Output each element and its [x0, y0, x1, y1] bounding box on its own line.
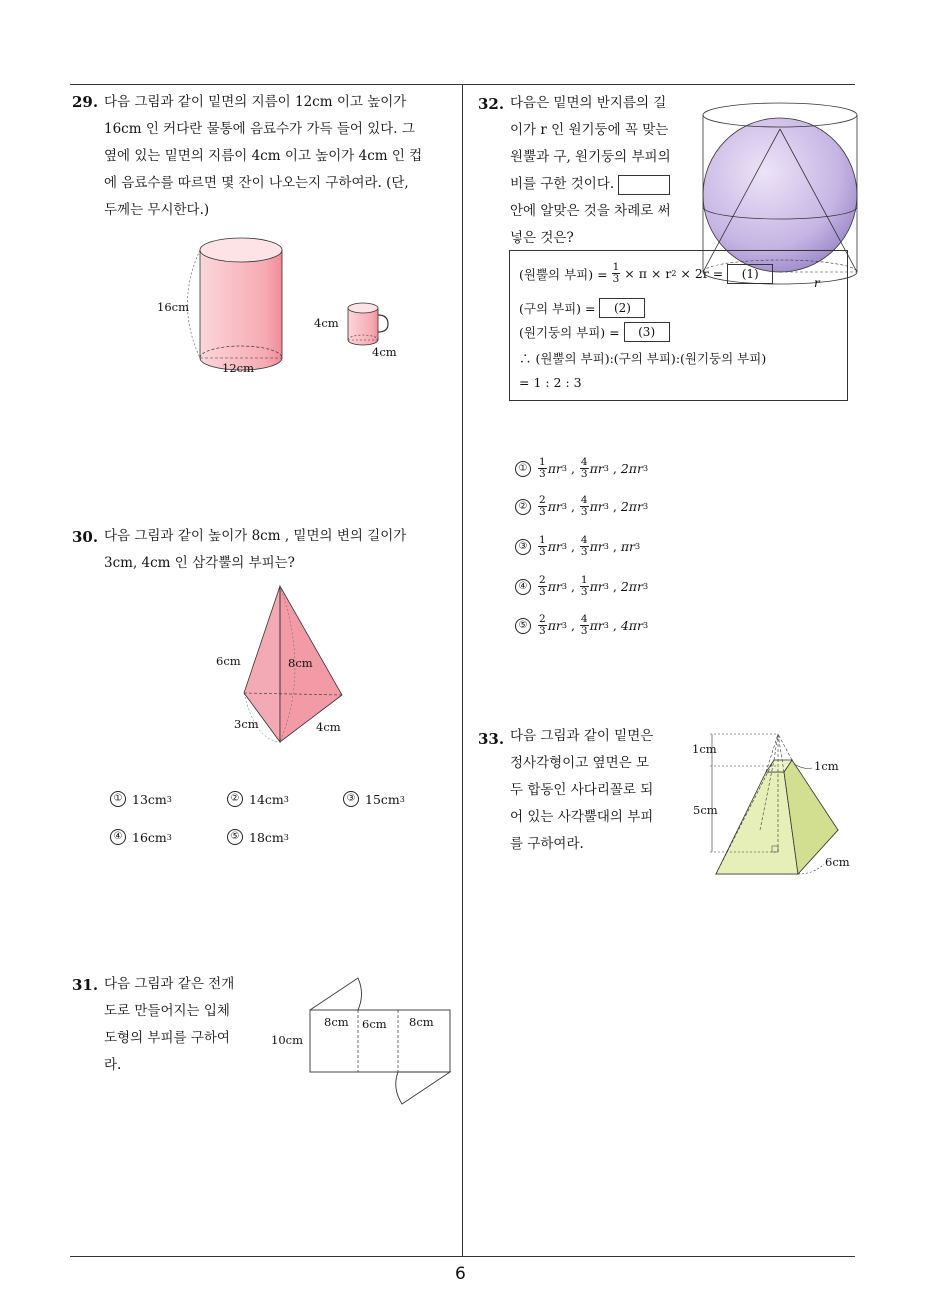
- exp: 3: [603, 542, 609, 551]
- q29-line: 에 음료수를 따르면 몇 잔이 나오는지 구하여라. (단,: [104, 175, 409, 191]
- exp: 3: [642, 464, 649, 473]
- fraction: [538, 495, 547, 518]
- exp: 3: [561, 464, 567, 473]
- fraction-num: 4: [580, 534, 588, 546]
- q31-line: 도로 만들어지는 입체: [104, 1003, 230, 1019]
- fraction: [538, 457, 547, 480]
- q31-side-c-label: 8cm: [409, 1015, 434, 1029]
- q29-big-height-label: 16cm: [157, 300, 189, 314]
- q30-text: [104, 523, 459, 577]
- q32-formula-line-4: ∴ (원뿔의 부피):(구의 부피):(원기둥의 부피): [519, 351, 767, 366]
- fraction-den: 3: [612, 273, 620, 285]
- q31-text: [104, 971, 264, 1079]
- q31-height-label: 10cm: [271, 1033, 303, 1047]
- option-mark: ③: [343, 791, 359, 807]
- fraction-num: 1: [580, 574, 588, 586]
- fraction-num: 1: [539, 456, 546, 468]
- q33-line: 정사각형이고 옆면은 모: [510, 755, 649, 771]
- q32-blank-box: [618, 175, 670, 195]
- option-mark: ④: [515, 579, 531, 595]
- q30-option-1[interactable]: [110, 791, 172, 807]
- fraction-den: 3: [539, 468, 546, 480]
- fraction: [538, 614, 547, 637]
- exp: 3: [603, 582, 609, 591]
- blank-3: (3): [624, 322, 670, 342]
- formula-sup: 2: [671, 269, 677, 278]
- q29-line: 다음 그림과 같이 밑면의 지름이 12cm 이고 높이가: [104, 94, 407, 110]
- fraction-num: 2: [539, 494, 546, 506]
- q32-line: 넣은 것은?: [510, 230, 574, 246]
- term: πr: [547, 539, 562, 554]
- q31-side-a-label: 8cm: [324, 1015, 349, 1029]
- exp: 3: [642, 582, 649, 591]
- exp: 3: [603, 502, 609, 511]
- term: 2πr: [620, 499, 643, 514]
- term: πr: [547, 461, 562, 476]
- blank-1: (1): [727, 264, 773, 284]
- q33-number: 33.: [478, 730, 505, 748]
- exp: 3: [603, 464, 609, 473]
- q32-option-1[interactable]: ① $\frac{1}{3}$ πr 3 , $\frac{4}{3}$ πr 3 , 2πr 3: [515, 457, 648, 480]
- fraction: [580, 495, 589, 518]
- q30-side-a-label: 3cm: [234, 717, 259, 731]
- q32-line: 이가 r 인 원기둥에 꼭 맞는: [510, 122, 669, 138]
- option-text: 14cm: [249, 791, 284, 807]
- q33-height-label: 5cm: [693, 803, 718, 817]
- term: πr: [547, 579, 562, 594]
- term: πr: [589, 579, 604, 594]
- formula-text: × π × r: [624, 266, 672, 281]
- term: πr: [547, 499, 562, 514]
- q33-line: 다음 그림과 같이 밑면은: [510, 728, 654, 744]
- page-number: 6: [455, 1264, 466, 1284]
- fraction: [538, 575, 547, 598]
- q30-height-label: 8cm: [288, 656, 313, 670]
- q32-line: 원뿔과 구, 원기둥의 부피의: [510, 149, 671, 165]
- fraction-num: 2: [539, 613, 546, 625]
- fraction-num: 1: [539, 534, 546, 546]
- exp: 3: [635, 542, 641, 551]
- q32-formula-line-5: = 1 : 2 : 3: [519, 375, 582, 390]
- fraction-num: 4: [580, 494, 588, 506]
- option-mark: ②: [515, 499, 531, 515]
- exp: 3: [561, 502, 567, 511]
- term: πr: [589, 618, 604, 633]
- q29-line: 두께는 무시한다.): [104, 202, 210, 218]
- fraction: [580, 575, 589, 598]
- option-sup: 3: [166, 832, 172, 842]
- option-mark: ②: [227, 791, 243, 807]
- exp: 3: [561, 582, 567, 591]
- q32-option-3[interactable]: ③ $\frac{1}{3}$ πr 3 , $\frac{4}{3}$ πr 3 , πr 3: [515, 535, 640, 558]
- q30-option-3[interactable]: [343, 791, 405, 807]
- option-mark: ④: [110, 829, 126, 845]
- term: πr: [589, 461, 604, 476]
- option-sup: 3: [399, 794, 405, 804]
- q32-formula-line-2: [519, 298, 645, 318]
- q29-line: 16cm 인 커다란 물통에 음료수가 가득 들어 있다. 그: [104, 121, 415, 137]
- q33-top-width-label: 1cm: [814, 759, 839, 773]
- exp: 3: [642, 621, 649, 630]
- q32-line-text: 비를 구한 것이다.: [510, 176, 615, 192]
- q31-line: 도형의 부피를 구하여: [104, 1030, 230, 1046]
- option-mark: ①: [515, 461, 531, 477]
- q31-line: 다음 그림과 같은 전개: [104, 976, 235, 992]
- fraction: [580, 457, 589, 480]
- fraction: [538, 535, 547, 558]
- term: πr: [589, 499, 604, 514]
- sphere: [703, 118, 857, 272]
- big-cylinder-top: [200, 238, 282, 262]
- formula-text: (구의 부피) =: [519, 301, 596, 316]
- fraction: [580, 535, 589, 558]
- q32-radius-label: r: [814, 276, 820, 290]
- q32-option-5[interactable]: ⑤ $\frac{2}{3}$ πr 3 , $\frac{4}{3}$ πr 3 , 4πr 3: [515, 614, 648, 637]
- formula-text: (원기둥의 부피) =: [519, 325, 620, 340]
- fraction-num: 2: [539, 574, 546, 586]
- q33-base-width-label: 6cm: [825, 855, 850, 869]
- term: 4πr: [620, 618, 643, 633]
- q33-line: 어 있는 사각뿔대의 부피: [510, 809, 654, 825]
- blank-2: (2): [599, 298, 645, 318]
- q32-line: [510, 171, 700, 198]
- exp: 3: [603, 621, 609, 630]
- term: 2πr: [620, 461, 643, 476]
- option-sup: 3: [283, 794, 289, 804]
- fraction-den: 3: [580, 468, 588, 480]
- q30-edge-label: 6cm: [216, 654, 241, 668]
- option-mark: ⑤: [515, 618, 531, 634]
- fraction-num: 4: [580, 613, 588, 625]
- option-text: 18cm: [249, 829, 284, 845]
- option-mark: ③: [515, 539, 531, 555]
- formula-text: × 2r =: [680, 266, 724, 281]
- q32-line: 안에 알맞은 것을 차례로 써: [510, 203, 671, 219]
- cup-top: [348, 303, 378, 313]
- fraction-num: 4: [580, 456, 588, 468]
- option-text: 13cm: [132, 791, 167, 807]
- fraction-den: 3: [539, 506, 546, 518]
- q33-line: 두 합동인 사다리꼴로 되: [510, 782, 654, 798]
- q30-option-5[interactable]: [227, 829, 289, 845]
- exp: 3: [561, 621, 567, 630]
- q29-line: 옆에 있는 밑면의 지름이 4cm 이고 높이가 4cm 인 컵: [104, 148, 423, 164]
- fraction-den: 3: [580, 625, 588, 637]
- q33-text: [510, 723, 690, 858]
- fraction-den: 3: [539, 546, 546, 558]
- fraction-den: 3: [580, 506, 588, 518]
- q31-figure: [300, 970, 460, 1110]
- option-mark: ①: [110, 791, 126, 807]
- option-text: 15cm: [365, 791, 400, 807]
- q32-option-2[interactable]: ② $\frac{2}{3}$ πr 3 , $\frac{4}{3}$ πr 3 , 2πr 3: [515, 495, 648, 518]
- q33-top-height-label: 1cm: [692, 742, 717, 756]
- fraction-num: 1: [612, 261, 620, 273]
- q30-line: 다음 그림과 같이 높이가 8cm , 밑면의 변의 길이가: [104, 528, 407, 544]
- q30-line: 3cm, 4cm 인 삼각뿔의 부피는?: [104, 555, 295, 571]
- fraction-den: 3: [539, 625, 546, 637]
- q32-text: [510, 90, 700, 252]
- fraction-den: 3: [539, 586, 546, 598]
- exp: 3: [561, 542, 567, 551]
- q31-number: 31.: [72, 976, 99, 994]
- q32-option-4[interactable]: ④ $\frac{2}{3}$ πr 3 , $\frac{1}{3}$ πr 3 , 2πr 3: [515, 575, 648, 598]
- q29-text: [104, 89, 459, 224]
- q30-side-b-label: 4cm: [316, 720, 341, 734]
- fraction-den: 3: [580, 546, 588, 558]
- fraction: [612, 262, 621, 285]
- cup-body: [348, 308, 378, 345]
- term: πr: [589, 539, 604, 554]
- q31-side-b-label: 6cm: [362, 1017, 387, 1031]
- option-text: 16cm: [132, 829, 167, 845]
- option-sup: 3: [283, 832, 289, 842]
- term: 2πr: [620, 579, 643, 594]
- q30-number: 30.: [72, 528, 99, 546]
- q32-line: 다음은 밑면의 반지름의 길: [510, 95, 667, 111]
- big-cylinder-body: [200, 250, 282, 370]
- option-sup: 3: [166, 794, 172, 804]
- q31-line: 라.: [104, 1057, 122, 1073]
- option-mark: ⑤: [227, 829, 243, 845]
- q32-number: 32.: [478, 95, 505, 113]
- q29-number: 29.: [72, 93, 99, 111]
- q30-option-4[interactable]: [110, 829, 172, 845]
- bottom-rule: [70, 1256, 855, 1257]
- exp: 3: [642, 502, 649, 511]
- q32-formula-line-1: [519, 262, 773, 285]
- column-divider: [462, 84, 463, 1256]
- term: πr: [547, 618, 562, 633]
- q32-formula-line-3: [519, 322, 670, 342]
- fraction-den: 3: [580, 586, 588, 598]
- fraction: [580, 614, 589, 637]
- q29-cup-diameter-label: 4cm: [372, 345, 397, 359]
- q29-big-diameter-label: 12cm: [222, 361, 254, 375]
- q29-cup-height-label: 4cm: [314, 316, 339, 330]
- term: πr: [620, 539, 636, 554]
- cup-handle: [378, 315, 388, 332]
- q30-option-2[interactable]: [227, 791, 289, 807]
- formula-text: (원뿔의 부피) =: [519, 266, 608, 282]
- q33-line: 를 구하여라.: [510, 836, 584, 852]
